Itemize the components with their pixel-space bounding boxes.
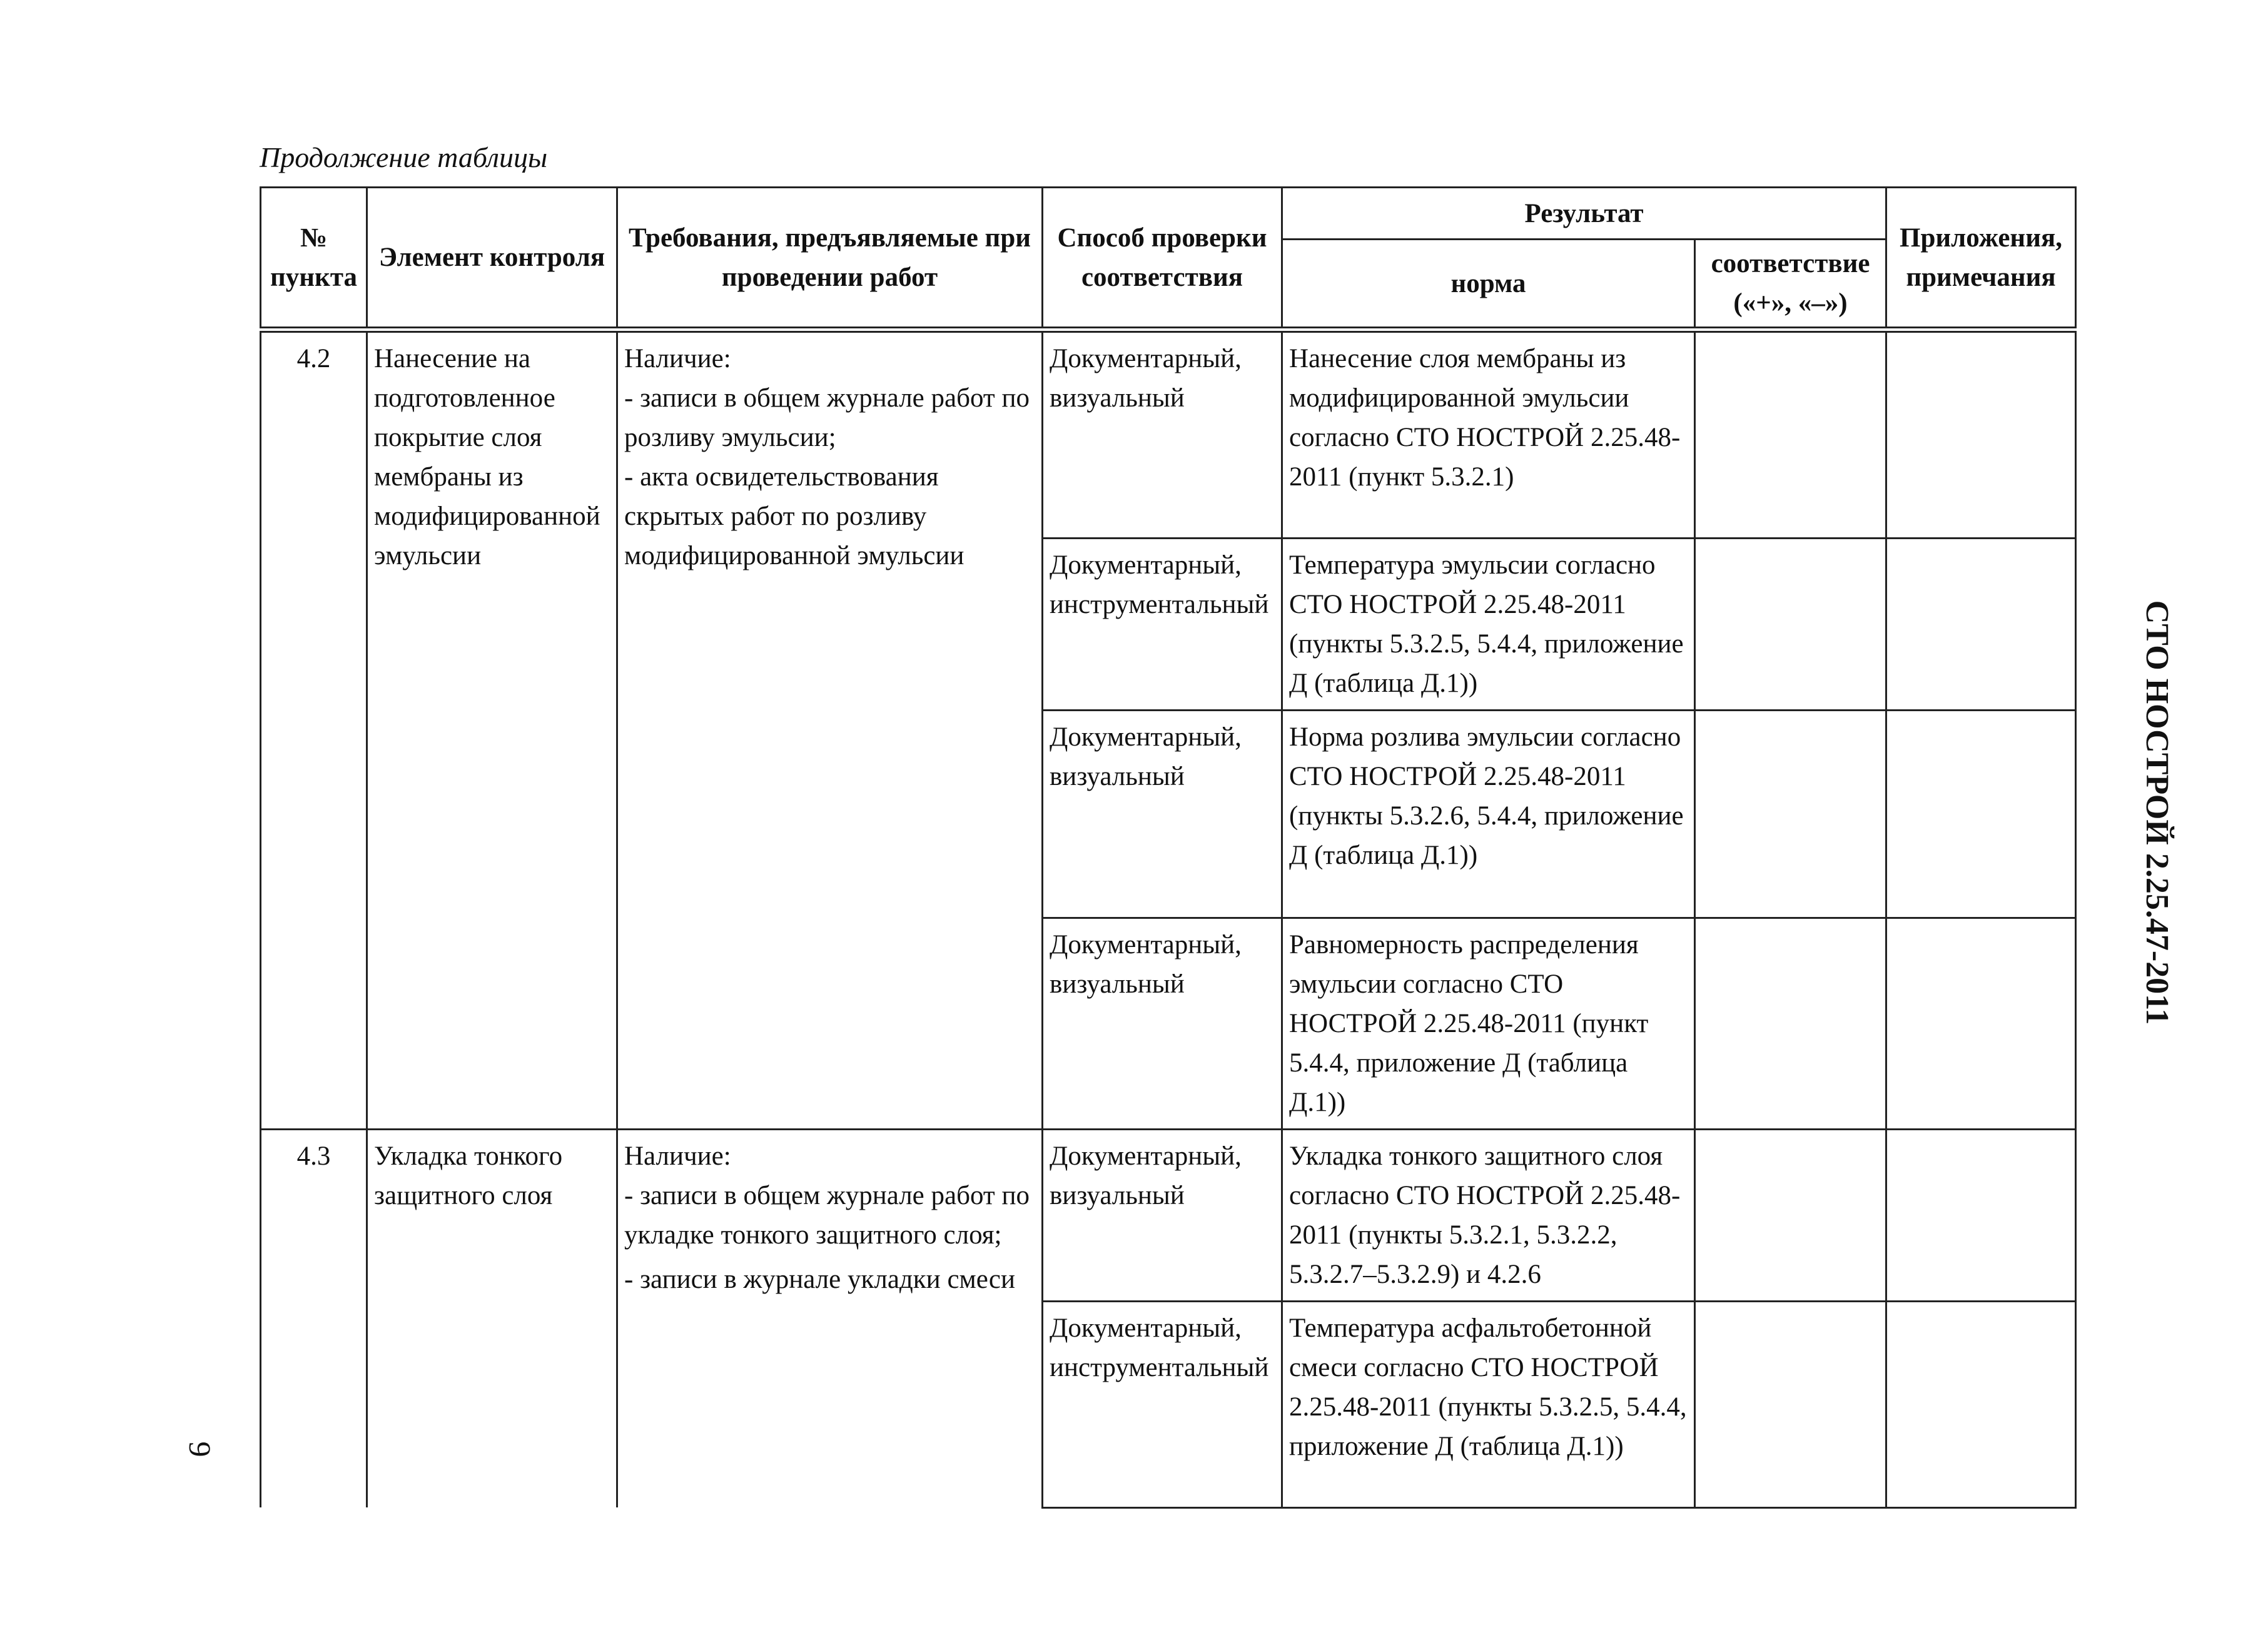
conformity-cell [1695,1129,1886,1301]
table-row [261,1129,2076,1301]
norm-cell: Нанесение слоя мембраны из модифицированной эмульсии согласно СТО НОСТРОЙ 2.25.48-2011 (пункт 5.3.2.1) [1282,330,1695,538]
header-check-method: Способ проверки соответствия [1043,188,1282,330]
conformity-cell [1695,330,1886,538]
table-row [261,330,2076,538]
header-notes: Приложения, примечания [1886,188,2076,330]
check-method: Документарный, инструментальный [1043,538,1282,710]
check-method: Документарный, визуальный [1043,918,1282,1129]
check-method: Документарный, визуальный [1043,710,1282,918]
conformity-cell [1695,538,1886,710]
requirements-cell [617,1129,1043,1507]
requirements-line: - записи в журнале укладки смеси [624,1264,1015,1294]
header-requirements: Требования, предъявляемые при проведении работ [617,188,1043,330]
header-row-1 [261,188,2076,240]
table-continuation-caption: Продолжение таблицы [260,141,548,173]
notes-cell [1886,1129,2076,1301]
norm-cell: Температура эмульсии согласно СТО НОСТРОЙ 2.25.48-2011 (пункты 5.3.2.5, 5.4.4, приложение Д (таблица Д.1)) [1282,538,1695,710]
notes-cell [1886,710,2076,918]
standard-code-vertical: СТО НОСТРОЙ 2.25.47-2011 [2139,600,2175,1025]
requirements-line: Наличие: [624,1141,731,1171]
norm-cell: Укладка тонкого защитного слоя согласно СТО НОСТРОЙ 2.25.48-2011 (пункты 5.3.2.1, 5.3.2.2, 5.3.2.7–5.3.2.9) и 4.2.6 [1282,1129,1695,1301]
check-method: Документарный, инструментальный [1043,1301,1282,1507]
control-element: Укладка тонкого защитного слоя [367,1129,617,1507]
item-number: 4.3 [261,1129,367,1507]
conformity-cell [1695,918,1886,1129]
notes-cell [1886,330,2076,538]
inspection-table [260,186,2077,1509]
check-method: Документарный, визуальный [1043,330,1282,538]
control-element: Нанесение на подготовленное покрытие слоя мембраны из модифицированной эмульсии [367,330,617,1129]
check-method: Документарный, визуальный [1043,1129,1282,1301]
requirements-line: - акта освидетельствования скрытых работ по розливу модифицированной эмульсии [624,462,964,570]
notes-cell [1886,1301,2076,1507]
norm-cell: Равномерность распределения эмульсии согласно СТО НОСТРОЙ 2.25.48-2011 (пункт 5.4.4, приложение Д (таблица Д.1)) [1282,918,1695,1129]
header-result: Результат [1282,188,1886,240]
header-control-element: Элемент контроля [367,188,617,330]
item-number: 4.2 [261,330,367,1129]
header-norm: норма [1282,240,1695,330]
norm-cell: Норма розлива эмульсии согласно СТО НОСТРОЙ 2.25.48-2011 (пункты 5.3.2.6, 5.4.4, приложение Д (таблица Д.1)) [1282,710,1695,918]
conformity-cell [1695,710,1886,918]
notes-cell [1886,538,2076,710]
requirements-line: Наличие: [624,344,731,373]
norm-cell: Температура асфальтобетонной смеси согласно СТО НОСТРОЙ 2.25.48-2011 (пункты 5.3.2.5, 5.4.4, приложение Д (таблица Д.1)) [1282,1301,1695,1507]
page-number: 9 [183,1441,218,1457]
notes-cell [1886,918,2076,1129]
header-item-number: № пункта [261,188,367,330]
requirements-line: - записи в общем журнале работ по укладке тонкого защитного слоя; [624,1180,1030,1250]
conformity-cell [1695,1301,1886,1507]
requirements-line: - записи в общем журнале работ по розливу эмульсии; [624,383,1030,452]
requirements-cell [617,330,1043,1129]
header-conformity: соответствие («+», «–») [1695,240,1886,330]
